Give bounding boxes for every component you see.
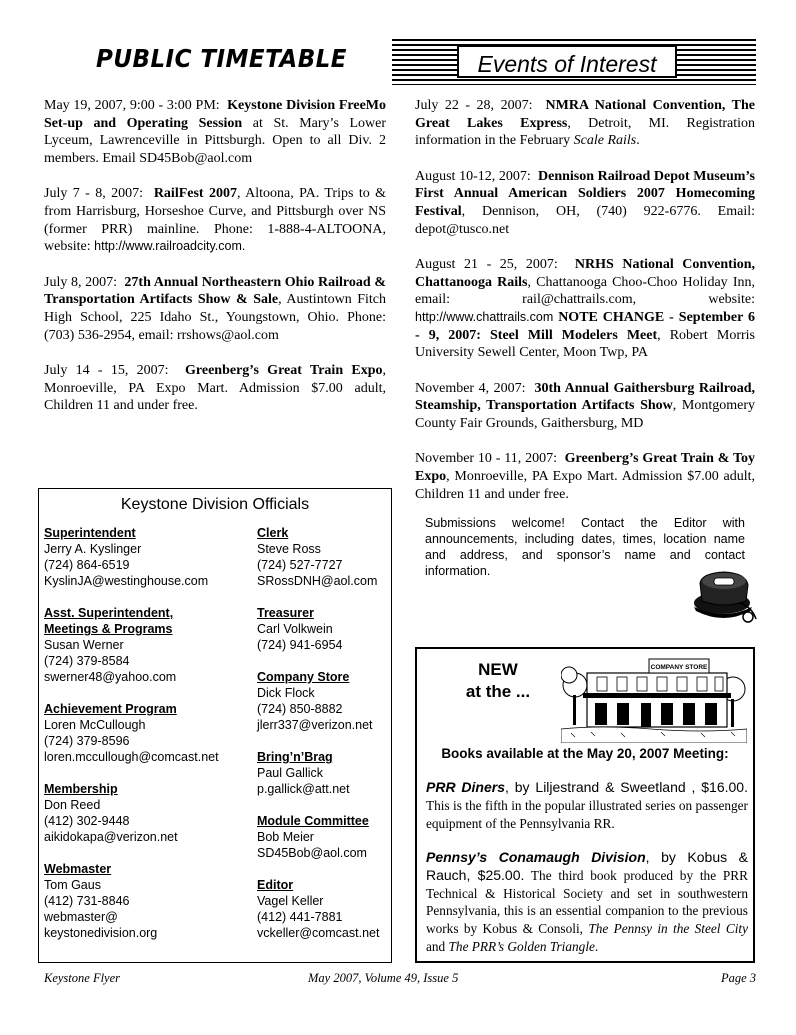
event-date: July 14 - 15, 2007: <box>44 362 169 378</box>
event-date: August 21 - 25, 2007: <box>415 256 558 272</box>
event-title: Greenberg’s Great Train & Toy Expo <box>415 451 756 484</box>
event-details: , Dennison, OH, (740) 922-6776. Email: depot@tusco.net <box>415 204 755 237</box>
event-details: , Monroeville, PA Expo Mart. Admission $7.00 adult, Children 11 and under free. <box>44 362 387 414</box>
officials-title: Keystone Division Officials <box>120 496 310 513</box>
official-entry <box>257 877 379 941</box>
book-entry <box>426 779 748 832</box>
official-entry <box>44 605 219 685</box>
timetable-column <box>44 97 386 433</box>
official-role: Superintendent <box>44 526 136 540</box>
official-contact-line: (412) 302-9448 <box>44 814 130 828</box>
official-entry <box>44 781 219 845</box>
official-entry <box>257 813 379 861</box>
store-sign: COMPANY STORE <box>650 664 708 671</box>
note-details: , Robert Morris University Sewell Center, Moon Twp, PA <box>415 327 755 361</box>
submissions-note: Submissions welcome! Contact the Editor with announcements, including dates, times, location name and address, and sponsor’s name and contact information. <box>425 516 745 578</box>
event-details-end: . <box>636 133 640 149</box>
interest-event <box>415 168 755 239</box>
related-book-title: The PRR’s Golden Triangle <box>448 938 595 954</box>
official-contact-line: Jerry A. Kyslinger <box>44 542 142 556</box>
event-details: , Detroit, MI. Registration information in the February <box>415 115 755 149</box>
event-title: Keystone Division FreeMo Set-up and Operating Session <box>44 98 386 131</box>
official-email[interactable]: webmaster@ <box>44 910 118 924</box>
banner-label-box <box>457 45 677 78</box>
official-email[interactable]: SRossDNH@aol.com <box>257 574 378 588</box>
related-book-title: The Pennsy in the Steel City <box>588 921 748 937</box>
official-contact-line: (724) 527-7727 <box>257 558 343 572</box>
event-date: May 19, 2007, 9:00 - 3:00 PM: <box>44 98 220 113</box>
official-contact-line: Bob Meier <box>257 830 314 844</box>
company-store-depot-drawing <box>561 655 747 743</box>
official-email[interactable]: aikidokapa@verizon.net <box>44 830 178 844</box>
note-change: NOTE CHANGE - September 6 - 9, 2007: Steel Mill Modelers Meet <box>415 310 755 343</box>
book-author-price: , by Kobus & Rauch, $25.00. <box>426 849 748 883</box>
new-at-the-box <box>415 647 755 963</box>
official-role: Achievement Program <box>44 702 177 716</box>
official-contact-line: (724) 941-6954 <box>257 638 343 652</box>
official-contact-line: Carl Volkwein <box>257 622 333 636</box>
official-contact-line: Vagel Keller <box>257 894 324 908</box>
official-email[interactable]: vckeller@comcast.net <box>257 926 380 940</box>
official-contact-line: (724) 379-8596 <box>44 734 130 748</box>
event-title: Greenberg’s Great Train Expo <box>185 362 383 378</box>
official-email[interactable]: keystonedivision.org <box>44 926 158 940</box>
book-description-mid: and <box>426 938 449 954</box>
event-date: November 10 - 11, 2007: <box>415 451 557 467</box>
official-entry <box>257 525 379 589</box>
official-contact-line: Loren McCullough <box>44 718 146 732</box>
event-date: August 10-12, 2007: <box>415 168 531 184</box>
event-details: , Montgomery County Fair Grounds, Gaithersburg, MD <box>415 398 755 432</box>
event-date: July 7 - 8, 2007: <box>44 186 143 202</box>
new-heading-line1: NEW <box>478 660 518 679</box>
event-title: 30th Annual Gaithersburg Railroad, Steamship, Transportation Artifacts Show <box>415 380 756 414</box>
official-entry <box>257 749 379 797</box>
publication-title: Scale Rails <box>573 133 637 149</box>
timetable-event <box>44 274 386 345</box>
official-role: Bring’n’Brag <box>257 750 333 764</box>
book-title: PRR Diners <box>426 779 505 795</box>
event-details: at St. Mary’s Lower Lyceum, Lawrenceville in Pittsburgh. Open to all Div. 2 members. Email SD45Bob@aol.com <box>44 115 387 167</box>
official-entry <box>257 605 379 653</box>
timetable-event <box>44 185 386 256</box>
event-website[interactable]: http://www.chattrails.com <box>415 310 554 325</box>
new-heading-line2: at the ... <box>465 682 531 701</box>
event-title: NMRA National Convention, The Great Lakes Express <box>415 98 756 131</box>
book-description: This is the fifth in the popular illustrated series on passenger equipment of the Pennsylvania RR. <box>426 797 748 831</box>
official-role: Company Store <box>257 670 350 684</box>
official-contact-line: (724) 864-6519 <box>44 558 130 572</box>
official-entry <box>44 525 219 589</box>
event-details: , Chattanooga Choo-Choo Holiday Inn, email: rail@chattrails.com, website: <box>415 274 755 308</box>
footer-publication: Keystone Flyer <box>44 971 121 985</box>
book-description-end: . <box>594 938 599 954</box>
officials-left-column <box>44 525 219 957</box>
official-email[interactable]: p.gallick@att.net <box>257 782 350 796</box>
official-contact-line: Steve Ross <box>257 542 321 556</box>
page-footer <box>44 971 756 987</box>
book-entry <box>426 849 748 956</box>
books-heading: Books available at the May 20, 2007 Meeting: <box>441 746 729 761</box>
official-contact-line: Susan Werner <box>44 638 124 652</box>
event-website[interactable]: http://www.railroadcity.com. <box>94 239 246 254</box>
official-contact-line: (724) 379-8584 <box>44 654 130 668</box>
footer-page-number: Page 3 <box>720 971 756 985</box>
official-role: Asst. Superintendent, <box>44 606 174 620</box>
book-title: Pennsy’s Conamaugh Division <box>426 849 646 865</box>
events-of-interest-title: Events of Interest <box>477 51 657 77</box>
event-date: July 8, 2007: <box>44 274 118 290</box>
public-timetable-title: PUBLIC TIMETABLE <box>96 44 347 73</box>
officials-box <box>38 488 392 963</box>
interest-event <box>415 450 755 503</box>
official-email[interactable]: jlerr337@verizon.net <box>257 718 373 732</box>
timetable-event <box>44 362 386 415</box>
interest-event <box>415 256 755 362</box>
event-details: , Monroeville, PA Expo Mart. Admission $7.00 adult, Children 11 and under free. <box>415 468 755 502</box>
official-email[interactable]: SD45Bob@aol.com <box>257 846 367 860</box>
book-author-price: , by Liljestrand & Sweetland , $16.00. <box>505 779 748 795</box>
official-role: Webmaster <box>44 862 112 876</box>
official-contact-line: (724) 850-8882 <box>257 702 343 716</box>
events-of-interest-banner <box>392 39 756 85</box>
conductor-hat-icon <box>690 563 758 625</box>
official-role: Clerk <box>257 526 289 540</box>
official-contact-line: (412) 731-8846 <box>44 894 130 908</box>
official-contact-line: Paul Gallick <box>257 766 323 780</box>
official-entry <box>257 669 379 733</box>
official-role: Treasurer <box>257 606 314 620</box>
official-contact-line: Dick Flock <box>257 686 315 700</box>
event-date: July 22 - 28, 2007: <box>415 98 533 113</box>
event-title: NRHS National Convention, Chattanooga Rails <box>415 256 756 290</box>
event-title: RailFest 2007 <box>153 186 237 202</box>
official-contact-line: Tom Gaus <box>44 878 101 892</box>
event-details: , Altoona, PA. Trips to & from Harrisburg, Horseshoe Curve, and Pittsburgh over NS (former PRR) mainline. Phone: 1-888-4-ALTOONA, website: <box>44 186 387 255</box>
official-entry <box>44 701 219 765</box>
official-email[interactable]: KyslinJA@westinghouse.com <box>44 574 209 588</box>
official-role: Meetings & Programs <box>44 622 173 636</box>
interest-event <box>415 380 755 433</box>
book-description: The third book produced by the PRR Technical & Historical Society and set in southwestern Pennsylvania, this is an essential companion to the previous works by Kobus & Consoli, <box>426 867 748 937</box>
event-title: Dennison Railroad Depot Museum’s First Annual American Soldiers 2007 Homecoming Festival <box>415 168 755 220</box>
event-title: 27th Annual Northeastern Ohio Railroad & Transportation Artifacts Show & Sale <box>44 274 386 308</box>
official-role: Module Committee <box>257 814 369 828</box>
official-role: Editor <box>257 878 294 892</box>
footer-issue: May 2007, Volume 49, Issue 5 <box>308 971 459 985</box>
events-column <box>415 97 755 521</box>
official-email[interactable]: loren.mccullough@comcast.net <box>44 750 219 764</box>
official-role: Membership <box>44 782 118 796</box>
officials-right-column <box>257 525 379 957</box>
new-heading <box>463 659 533 703</box>
official-email[interactable]: swerner48@yahoo.com <box>44 670 177 684</box>
event-date: November 4, 2007: <box>415 380 526 396</box>
official-contact-line: (412) 441-7881 <box>257 910 343 924</box>
official-contact-line: Don Reed <box>44 798 101 812</box>
event-details: , Austintown Fitch High School, 225 Idaho St., Youngstown, Ohio. Phone: (703) 536-2954, email: rrshows@aol.com <box>44 292 386 343</box>
official-entry <box>44 861 219 941</box>
timetable-event <box>44 97 386 168</box>
interest-event <box>415 97 755 150</box>
